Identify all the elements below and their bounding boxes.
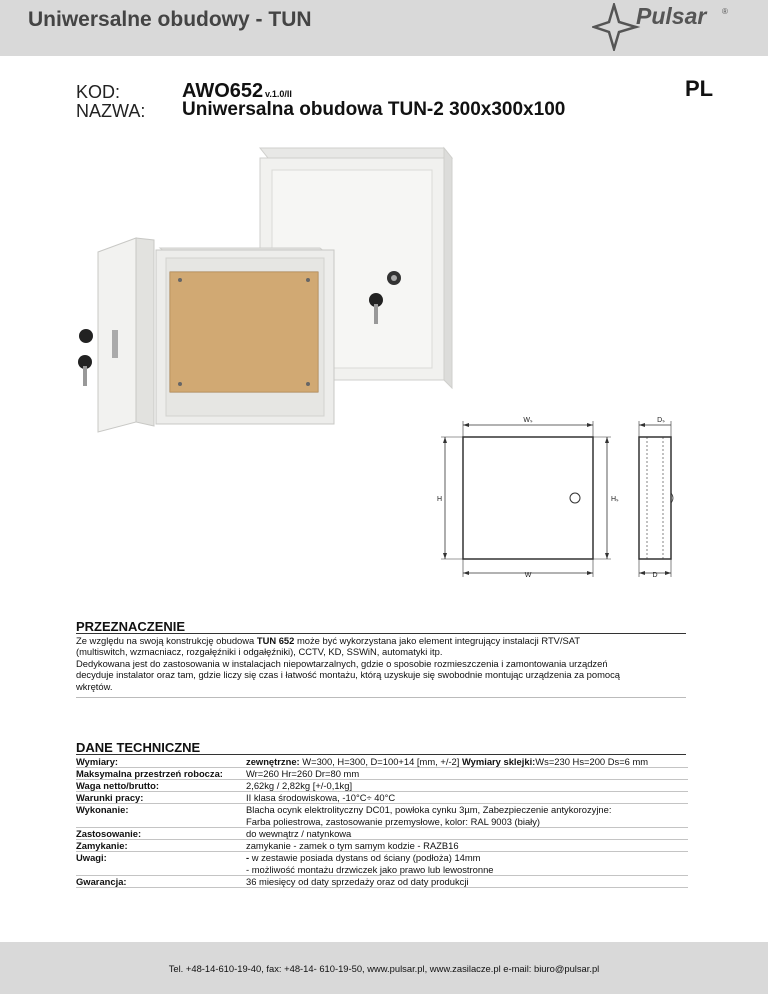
dim-label-h: H <box>436 496 442 503</box>
dim-label-w: W <box>524 572 532 579</box>
pulsar-logo <box>592 3 752 51</box>
spec-row: Warunki pracy: II klasa środowiskowa, -10°C÷ 40°C <box>76 792 688 804</box>
dim-label-hs: Hₛ <box>611 496 619 503</box>
purpose-text: Ze względu na swoją konstrukcję obudowa TUN 652 może być wykorzystana jako element integrujący instalacji RTV/SAT (multiswitch, wzmacniacz, rozgałęźniki i odgałęźniki), CCTV, KD, SSWiN, automatyki itp. Dedykowana jest do zastosowania w instalacjach niepowtarzalnych, gdzie o sposobie rozmieszczenia i zamontowania urządzeń decyduje instalator oraz tam, gdzie liczy się czas i łatwość montażu, którą uzyskuje się swobodnie montując urządzenia za pomocą wkrętów. <box>76 635 621 692</box>
spec-row: Maksymalna przestrzeń robocza: Wr=260 Hr=260 Dr=80 mm <box>76 768 688 780</box>
logo-text: Pulsar <box>636 3 707 29</box>
spec-row: Wykonanie: Blacha ocynk elektrolityczny DC01, powłoka cynku 3µm, Zabezpieczenie antykorozyjne: <box>76 804 612 815</box>
spec-row: Zastosowanie: do wewnątrz / natynkowa <box>76 828 688 840</box>
dim-label-ds: Dₛ <box>657 417 665 424</box>
product-version: v.1.0/II <box>265 89 292 99</box>
dim-label-ws: Wₛ <box>523 417 533 424</box>
spec-row: Gwarancja: 36 miesięcy od daty sprzedaży oraz od daty produkcji <box>76 876 688 888</box>
nazwa-label: NAZWA: <box>76 101 146 121</box>
specs-rule <box>76 754 686 755</box>
star-logo-icon <box>592 3 642 51</box>
purpose-heading: PRZEZNACZENIE <box>76 619 186 634</box>
dimension-drawing <box>425 415 685 585</box>
product-photo <box>72 140 460 440</box>
spec-row: Waga netto/brutto: 2,62kg / 2,82kg [+/-0,1kg] <box>76 780 688 792</box>
kod-label: KOD: <box>76 82 121 102</box>
purpose-rule <box>76 633 686 634</box>
spec-row: Farba poliestrowa, zastosowanie przemysłowe, kolor: RAL 9003 (biały) <box>76 816 688 828</box>
product-code: AWO652 <box>182 80 264 102</box>
spec-row: Uwagi: - w zestawie posiada dystans od ściany (podłoża) 14mm <box>76 852 481 863</box>
logo-registered-mark: ® <box>722 7 728 16</box>
specs-heading: DANE TECHNICZNE <box>76 740 201 755</box>
dim-label-d: D <box>652 572 658 579</box>
spec-row: - możliwość montażu drzwiczek jako prawo lub lewostronne <box>76 864 688 876</box>
product-name: Uniwersalna obudowa TUN-2 300x300x100 <box>182 99 566 120</box>
spec-row: Wymiary: zewnętrzne: W=300, H=300, D=100+14 [mm, +/-2] Wymiary sklejki:Ws=230 Hs=200 Ds=6 mm <box>76 756 688 768</box>
footer-contact: Tel. +48-14-610-19-40, fax: +48-14- 610-19-50, www.pulsar.pl, www.zasilacze.pl e-mail: biuro@pulsar.pl <box>168 963 600 974</box>
page-header-title: Uniwersalne obudowy - TUN <box>28 8 312 31</box>
spec-row: Zamykanie: zamykanie - zamek o tym samym kodzie - RAZB16 <box>76 840 688 852</box>
purpose-bottom-rule <box>76 697 686 698</box>
language-code: PL <box>685 76 714 101</box>
